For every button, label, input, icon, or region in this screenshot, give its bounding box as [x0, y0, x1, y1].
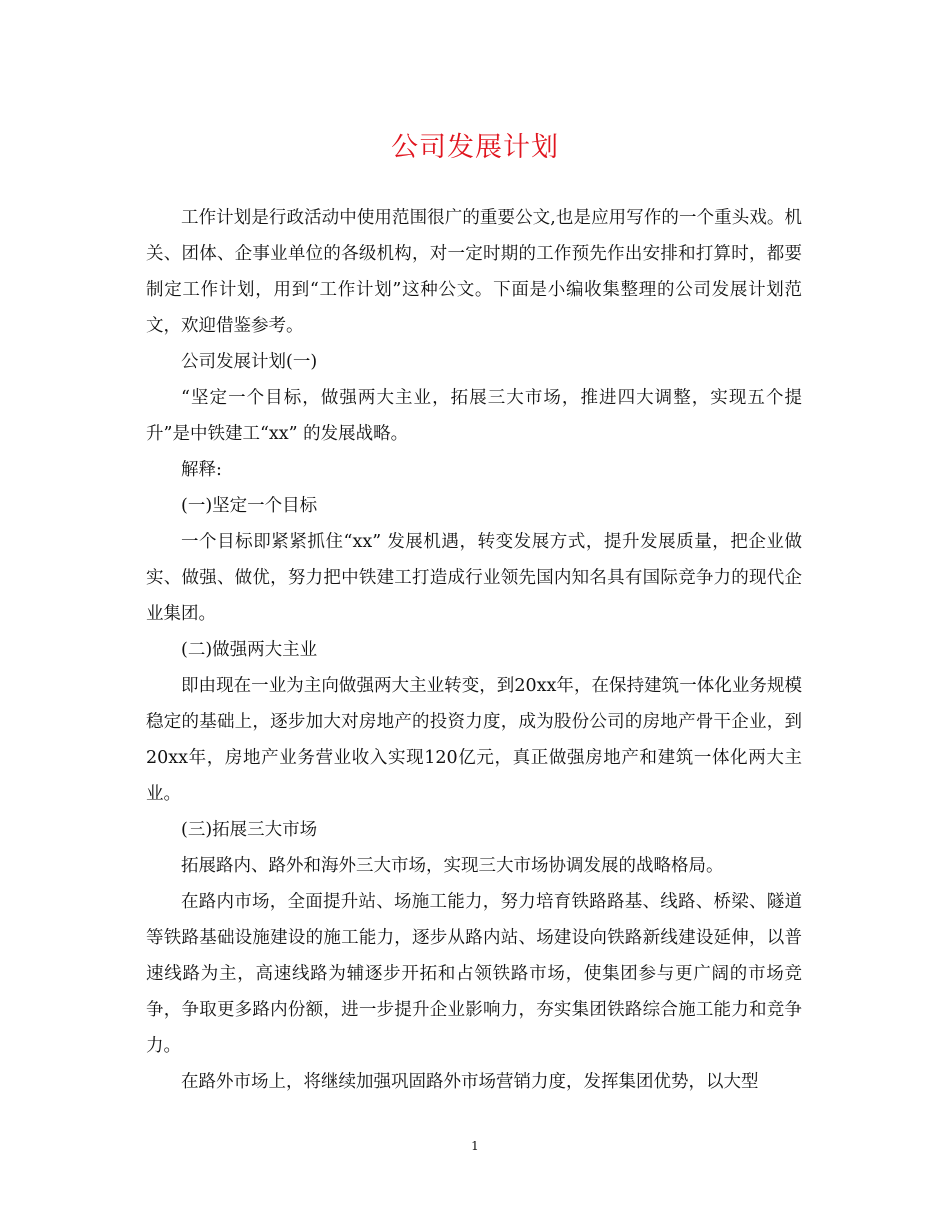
paragraph-subheading-1: (一)坚定一个目标: [181, 496, 318, 516]
paragraph-goal: 一个目标即紧紧抓住“xx” 发展机遇，转变发展方式，提升发展质量，把企业做实、做强、做优，努力把中铁建工打造成行业领先国内知名具有国际竞争力的现代企业集团。: [146, 532, 802, 624]
paragraph-external-market: 在路外市场上，将继续加强巩固路外市场营销力度，发挥集团优势，以大型: [181, 1072, 759, 1092]
page-number: 1: [471, 1139, 479, 1153]
document-title: 公司发展计划: [391, 132, 559, 163]
paragraph-section-heading: 公司发展计划(一): [181, 352, 318, 372]
document-body: [146, 200, 802, 1100]
paragraph-railway-market: 在路内市场，全面提升站、场施工能力，努力培育铁路路基、线路、桥梁、隧道等铁路基础设施建设的施工能力，逐步从路内站、场建设向铁路新线建设延伸，以普速线路为主，高速线路为辅逐步开拓和占领铁路市场，使集团参与更广阔的市场竞争，争取更多路内份额，进一步提升企业影响力，夯实集团铁路综合施工能力和竞争力。: [146, 892, 802, 1056]
paragraph-intro: 工作计划是行政活动中使用范围很广的重要公文,也是应用写作的一个重头戏。机关、团体、企事业单位的各级机构，对一定时期的工作预先作出安排和打算时，都要制定工作计划，用到“工作计划”这种公文。下面是小编收集整理的公司发展计划范文，欢迎借鉴参考。: [146, 208, 802, 336]
paragraph-strategy: “坚定一个目标，做强两大主业，拓展三大市场，推进四大调整，实现五个提升”是中铁建工“xx” 的发展战略。: [146, 388, 802, 444]
paragraph-subheading-3: (三)拓展三大市场: [181, 820, 318, 840]
paragraph-explanation-label: 解释:: [181, 460, 222, 480]
paragraph-main-business: 即由现在一业为主向做强两大主业转变，到20xx年，在保持建筑一体化业务规模稳定的基础上，逐步加大对房地产的投资力度，成为股份公司的房地产骨干企业，到20xx年，房地产业务营业收入实现120亿元，真正做强房地产和建筑一体化两大主业。: [146, 676, 802, 804]
paragraph-subheading-2: (二)做强两大主业: [181, 640, 318, 660]
paragraph-markets: 拓展路内、路外和海外三大市场，实现三大市场协调发展的战略格局。: [181, 856, 724, 876]
